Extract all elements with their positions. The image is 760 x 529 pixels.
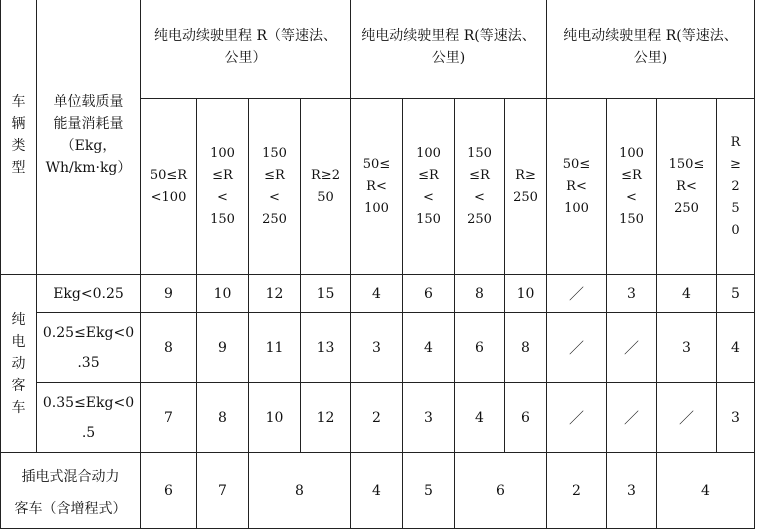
header-row-1 — [1, 0, 755, 99]
value-cell-merged: 6 — [455, 453, 547, 529]
value-cell: 8 — [141, 313, 197, 383]
table-row — [1, 453, 755, 529]
ekg-range-cell: 0.35≤Ekg<0 .5 — [37, 383, 141, 453]
value-cell: 4 — [351, 275, 403, 313]
value-cell: 4 — [657, 275, 717, 313]
header-vehicle-type: 车 辆 类 型 — [1, 0, 37, 275]
value-cell: 12 — [249, 275, 301, 313]
bev-bus-label: 纯 电 动 客 车 — [1, 275, 37, 453]
value-cell: 6 — [141, 453, 197, 529]
value-cell: ／ — [547, 383, 607, 453]
header-range-group-3: 纯电动续驶里程 R(等速法、 公里) — [547, 0, 755, 99]
value-cell: 4 — [455, 383, 505, 453]
header-range-group-2: 纯电动续驶里程 R(等速法、 公里) — [351, 0, 547, 99]
header-unit-mass-energy-text: 单位载质量 能量消耗量 （Ekg， Wh/km·kg） — [45, 93, 132, 176]
value-cell: 3 — [657, 313, 717, 383]
g2-sub-2: 100 ≤R < 150 — [403, 99, 455, 275]
value-cell: 3 — [717, 383, 755, 453]
g2-sub-1: 50≤ R< 100 — [351, 99, 403, 275]
value-cell: 10 — [249, 383, 301, 453]
value-cell: ／ — [547, 313, 607, 383]
value-cell: ／ — [657, 383, 717, 453]
value-cell: 7 — [141, 383, 197, 453]
g1-sub-2: 100 ≤R < 150 — [197, 99, 249, 275]
value-cell: 15 — [301, 275, 351, 313]
value-cell: 4 — [351, 453, 403, 529]
value-cell: 6 — [403, 275, 455, 313]
value-cell: ／ — [607, 313, 657, 383]
value-cell: 3 — [607, 275, 657, 313]
value-cell: 9 — [141, 275, 197, 313]
table-row — [1, 383, 755, 453]
value-cell: 8 — [197, 383, 249, 453]
value-cell: 9 — [197, 313, 249, 383]
phev-bus-label: 插电式混合动力 客车（含增程式） — [1, 453, 141, 529]
value-cell: 8 — [455, 275, 505, 313]
value-cell: ／ — [607, 383, 657, 453]
g1-sub-3: 150 ≤R < 250 — [249, 99, 301, 275]
value-cell: 8 — [505, 313, 547, 383]
g3-sub-1: 50≤ R< 100 — [547, 99, 607, 275]
ekg-range-cell: 0.25≤Ekg<0 .35 — [37, 313, 141, 383]
value-cell: 3 — [351, 313, 403, 383]
table-row — [1, 313, 755, 383]
header-range-group-1: 纯电动续驶里程 R（等速法、 公里） — [141, 0, 351, 99]
header-unit-mass-energy — [37, 0, 141, 275]
value-cell: 6 — [455, 313, 505, 383]
g3-sub-2: 100 ≤R < 150 — [607, 99, 657, 275]
value-cell: 10 — [197, 275, 249, 313]
g1-sub-4: R≥2 50 — [301, 99, 351, 275]
table-row — [1, 275, 755, 313]
value-cell: 2 — [547, 453, 607, 529]
value-cell-merged: 8 — [249, 453, 351, 529]
value-cell: 4 — [403, 313, 455, 383]
value-cell: ／ — [547, 275, 607, 313]
value-cell: 5 — [717, 275, 755, 313]
value-cell: 5 — [403, 453, 455, 529]
g2-sub-3: 150 ≤R < 250 — [455, 99, 505, 275]
g3-sub-4: R ≥ 2 5 0 — [717, 99, 755, 275]
value-cell: 10 — [505, 275, 547, 313]
g2-sub-4: R≥ 250 — [505, 99, 547, 275]
value-cell: 3 — [607, 453, 657, 529]
value-cell: 3 — [403, 383, 455, 453]
value-cell: 7 — [197, 453, 249, 529]
value-cell-merged: 4 — [657, 453, 755, 529]
value-cell: 11 — [249, 313, 301, 383]
value-cell: 2 — [351, 383, 403, 453]
g1-sub-1: 50≤R <100 — [141, 99, 197, 275]
g3-sub-3: 150≤ R< 250 — [657, 99, 717, 275]
value-cell: 4 — [717, 313, 755, 383]
value-cell: 12 — [301, 383, 351, 453]
ekg-range-cell: Ekg<0.25 — [37, 275, 141, 313]
value-cell: 13 — [301, 313, 351, 383]
value-cell: 6 — [505, 383, 547, 453]
